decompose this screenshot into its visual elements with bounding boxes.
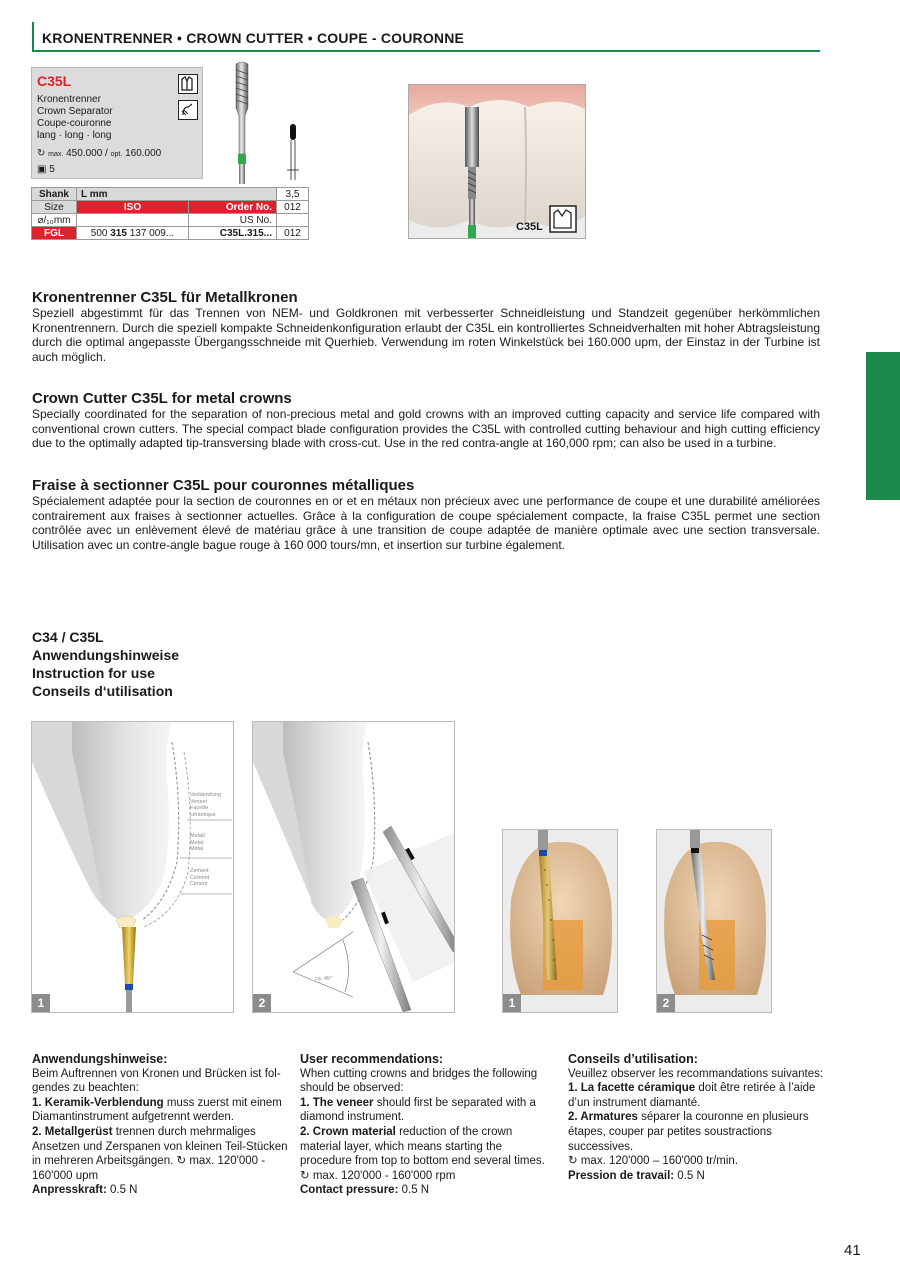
instructions-en: Instruction for use [32, 665, 155, 681]
iso-label: ISO [77, 201, 189, 214]
diameter-label: ⌀/₁₀mm [32, 214, 77, 227]
instructions-title [32, 628, 179, 700]
usage-column-fr: Conseils d’utilisation: Veuillez observer les recommandations suivantes: 1. La facette céramique doit être retirée à l’aide d’un instrument diamanté. 2. Armatures séparer la couronne en plusieurs étapes, couper par petites soustractions successives. ↻ max. 120'000 – 160'000 tr/min. Pression de travail: 0.5 N [568, 1052, 824, 1182]
section-body-de: Speziell abgestimmt für das Trennen von NEM- und Goldkronen mit verbesserter Schneidleistung und Standzeit gegenüber herkömmlichen Kronentrennern. Durch die speziell kompakte Schneidenkonfiguration erlaubt der C35L ein kontrolliertes Schneidverhalten mit hoher Abtragsleistung durch die optimal angepasste Übergangsschneide mit Querhieb. Verwendung im roten Winkelstück bei 160.000 upm, der Einstaz in der Turbine ist auch möglich. [32, 306, 820, 364]
figure-2-number: 2 [253, 994, 271, 1012]
length-value: 3,5 [277, 188, 309, 201]
rotation-icon: ↻ [37, 148, 46, 159]
crown-cutter-icon [178, 74, 198, 94]
figure-4-photo [656, 829, 772, 1013]
product-length: lang · long · long [37, 130, 112, 141]
section-tab-marker [866, 352, 900, 500]
fgl-value: 012 [277, 227, 309, 240]
size-label: Size [32, 201, 77, 214]
product-code: C35L [37, 73, 72, 89]
product-card [31, 67, 203, 179]
rotation-icon: ↻ [568, 1155, 578, 1168]
figure-2-drawing: ca. 45° 2 [252, 721, 455, 1013]
instructions-fr: Conseils d‘utilisation [32, 683, 173, 699]
figure-4-number: 2 [657, 994, 675, 1012]
spec-table [31, 187, 309, 240]
section-title-fr: Fraise à sectionner C35L pour couronnes métalliques [32, 477, 415, 494]
length-label: L mm [77, 188, 277, 201]
figure-3-number: 1 [503, 994, 521, 1012]
package-icon: ▣ [37, 164, 47, 175]
product-description [37, 94, 113, 142]
product-speed: ↻ max. 450.000 / opt. 160.000 [37, 148, 162, 159]
rotation-icon: ↻ [176, 1155, 187, 1168]
instructions-model: C34 / C35L [32, 629, 104, 645]
usage-column-en: User recommendations: When cutting crowns and bridges the following should be observed: 1. The veneer should first be separated with a diamond instrument. 2. Crown material reduction of the crown material layer, which means starting the procedure from top to bottom end several times. ↻ max. 120'000 - 160'000 rpm Contact pressure: 0.5 N [300, 1052, 545, 1197]
section-body-en: Specially coordinated for the separation of non-precious metal and gold crowns with an improved cutting capacity and service life compared with conventional crown cutters. The special compact blade configuration provides the C35L with controlled cutting behaviour and high cutting efficiency due to the optimally adapted tip-transversing blade with cross-cut. Use in the red contra-angle at 160,000 rpm; can also be used in a turbine. [32, 407, 820, 451]
rotation-icon: ↻ [300, 1169, 310, 1182]
section-body-fr: Spécialement adaptée pour la section de couronnes en or et en métaux non précieux avec une performance de coupe et une durabilité améliorées contrairement aux fraises à sectionner actuelles. Grâce à la configuration de coupe spécialement compacte, la fraise C35L permet une section contrôlée avec un enlèvement élevé de matériau grâce à une transition de coupe adaptée de manière optimale avec une section transversale. Utilisation avec un contre-angle bague rouge à 160 000 tours/mn, et insertion sur turbine également. [32, 494, 820, 552]
iso-number: 500 315 137 009... [77, 227, 189, 240]
section-title-en: Crown Cutter C35L for metal crowns [32, 390, 292, 407]
instructions-de: Anwendungshinweise [32, 647, 180, 663]
figure-1-drawing: Verblendung Veneer Facette céramique Metall Metal Métal Zement Cement Ciment 1 [31, 721, 234, 1013]
product-name-en: Crown Separator [37, 106, 113, 117]
figure-1-number: 1 [32, 994, 50, 1012]
size-value: 012 [277, 201, 309, 214]
product-name-de: Kronentrenner [37, 94, 101, 105]
page-header [32, 22, 820, 52]
header-title: KRONENTRENNER • CROWN CUTTER • COUPE - COURONNE [42, 30, 465, 46]
product-photo [408, 84, 586, 239]
separating-icon [178, 100, 198, 120]
figure-3-photo [502, 829, 618, 1013]
us-label: US No. [189, 214, 277, 227]
order-number: C35L.315... [189, 227, 277, 240]
fgl-label: FGL [32, 227, 77, 240]
photo-label: C35L [516, 221, 543, 233]
page-number: 41 [844, 1242, 861, 1259]
order-label: Order No. [189, 201, 277, 214]
product-name-fr: Coupe-couronne [37, 118, 112, 129]
product-pack: ▣ 5 [37, 164, 55, 175]
bur-illustration [214, 60, 314, 184]
shank-label: Shank [32, 188, 77, 201]
usage-column-de: Anwendungshinweise: Beim Auftrennen von Kronen und Brücken ist folgendes zu beachten: 1. Keramik-Verblendung muss zuerst mit einem Diamantinstrument aufgetrennt werden. 2. Metallgerüst trennen durch mehrmaliges Ansetzen und Zerspanen von kleinen Teil-Stücken in mehreren Arbeitsgängen. ↻ max. 120'000 - 160'000 upm Anpresskraft: 0.5 N [32, 1052, 288, 1197]
section-title-de: Kronentrenner C35L für Metallkronen [32, 289, 298, 306]
